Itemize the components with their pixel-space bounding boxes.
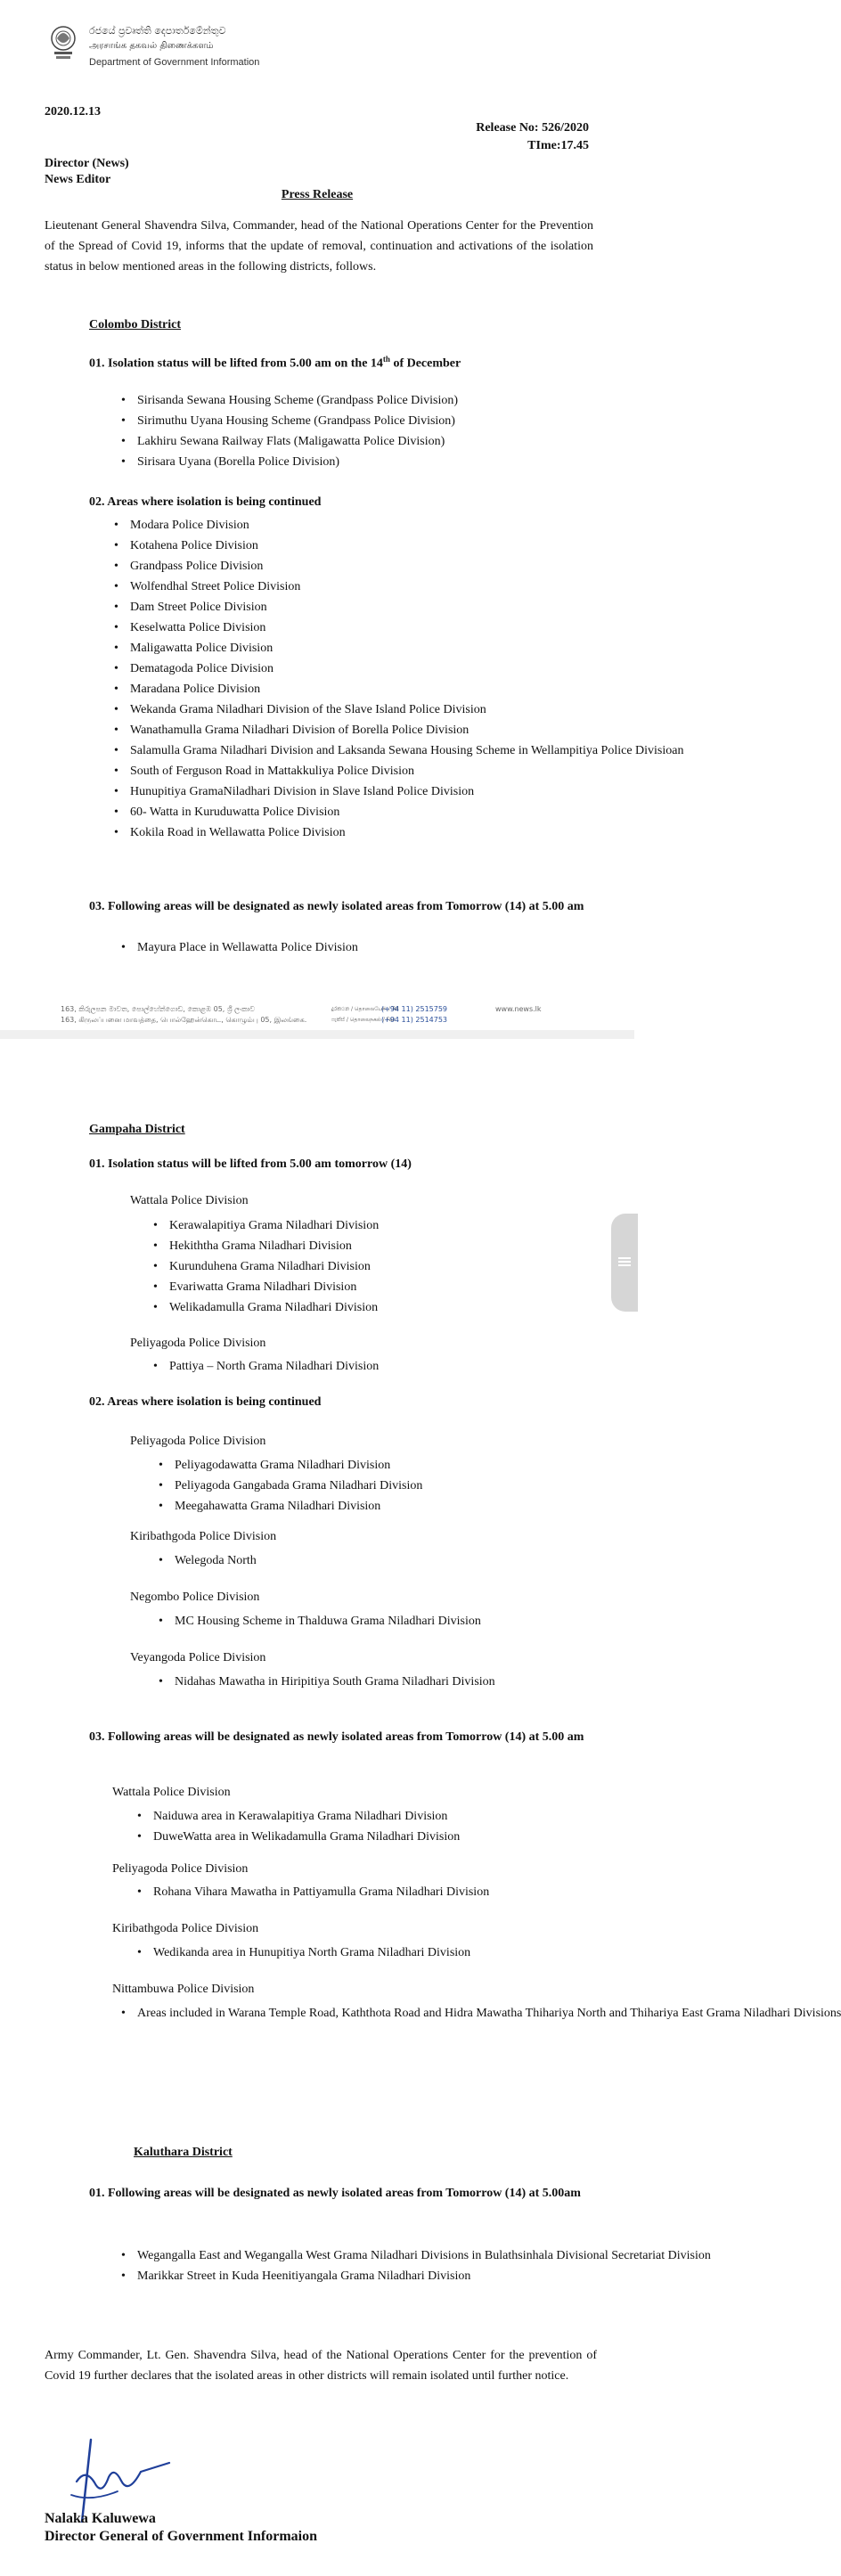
gampaha-s2-negombo-list xyxy=(175,1611,481,1631)
gampaha-s3-kiribathgoda-label: Kiribathgoda Police Division xyxy=(112,1922,259,1935)
footer-fax: (+94 11) 2514753 xyxy=(381,1016,448,1024)
gampaha-s3-wattala-list xyxy=(153,1806,460,1847)
list-item: • Areas included in Warana Temple Road, Kaththota Road and Hidra Mawatha Thihariya North and Thihariya East Grama Niladhari Divisions xyxy=(137,2003,597,2024)
page-separator xyxy=(0,1030,634,1039)
closing-paragraph: Army Commander, Lt. Gen. Shavendra Silva, head of the National Operations Center for the prevention of Covid 19 further declares that the isolated areas in other districts will remain isolated until further notice. xyxy=(45,2349,597,2383)
list-item: • Dam Street Police Division xyxy=(130,597,597,617)
kaluthara-new-isolated-list xyxy=(137,2245,711,2286)
gampaha-s3-peliyagoda-label: Peliyagoda Police Division xyxy=(112,1862,249,1876)
gampaha-s3-nittambuwa-label: Nittambuwa Police Division xyxy=(112,1983,255,1996)
dept-name-tamil: அரசாங்க தகவல் திணைக்களம் xyxy=(89,41,214,51)
colombo-district-heading: Colombo District xyxy=(89,318,182,331)
list-item: • Grandpass Police Division xyxy=(130,556,597,577)
list-item: • Modara Police Division xyxy=(130,515,597,536)
page-footer xyxy=(53,1002,599,1029)
press-release-title: Press Release xyxy=(281,188,354,201)
gampaha-s3-wattala-label: Wattala Police Division xyxy=(112,1786,231,1799)
colombo-section3-heading: 03. Following areas will be designated as newly isolated areas from Tomorrow (14) at 5.00 am xyxy=(89,900,584,913)
list-item: • Wolfendhal Street Police Division xyxy=(130,577,597,597)
list-item: • Salamulla Grama Niladhari Division and Laksanda Sewana Housing Scheme in Wellampitiya Police Divisioan xyxy=(130,740,597,761)
gampaha-s2-kiribathgoda-list xyxy=(175,1550,257,1571)
footer-address-sinhala: 163, කිරුලපන මාවත, පොල්හේන්ගොඩ, කොළඹ 05, ශ්‍රී ලංකාව xyxy=(61,1005,256,1013)
list-item: • Wedikanda area in Hunupitiya North Grama Niladhari Division xyxy=(153,1942,470,1963)
recipient-director: Director (News) xyxy=(45,157,129,170)
gampaha-s3-nittambuwa-list xyxy=(137,2003,841,2024)
list-item: • Kotahena Police Division xyxy=(130,536,597,556)
list-item: • South of Ferguson Road in Mattakkuliya Police Division xyxy=(130,761,597,781)
release-time: TIme:17.45 xyxy=(527,139,589,152)
kaluthara-district-heading: Kaluthara District xyxy=(134,2146,233,2159)
intro-paragraph: Lieutenant General Shavendra Silva, Commander, head of the National Operations Center for the Prevention of the Spread of Covid 19, informs that the update of removal, continuation and activations of the isolation status in below mentioned areas in the following districts, follows. xyxy=(45,219,593,274)
list-item: • Peliyagodawatta Grama Niladhari Division xyxy=(175,1455,422,1476)
list-item: • Sirimuthu Uyana Housing Scheme (Grandpass Police Division) xyxy=(137,411,458,431)
dept-name-sinhala: රජයේ ප්‍රවෘත්ති දෙපාර්තමේන්තුව xyxy=(89,25,226,37)
signatory-name: Nalaka Kaluwewa xyxy=(45,2511,156,2526)
gampaha-s3-peliyagoda-list xyxy=(153,1882,489,1902)
list-item: • Maligawatta Police Division xyxy=(130,638,597,658)
list-item: • Evariwatta Grama Niladhari Division xyxy=(169,1277,379,1297)
release-date: 2020.12.13 xyxy=(45,105,101,119)
colombo-section2-heading: 02. Areas where isolation is being continued xyxy=(89,495,322,509)
list-item: • Welikadamulla Grama Niladhari Division xyxy=(169,1297,379,1318)
list-item: • Meegahawatta Grama Niladhari Division xyxy=(175,1496,422,1517)
list-item: • Mayura Place in Wellawatta Police Division xyxy=(137,937,358,958)
footer-website: www.news.lk xyxy=(495,1005,542,1013)
gampaha-district-heading: Gampaha District xyxy=(89,1123,185,1136)
gampaha-wattala-list xyxy=(169,1215,379,1318)
colombo-new-isolated-list xyxy=(137,937,358,958)
gampaha-s2-peliyagoda-list xyxy=(175,1455,422,1517)
footer-tel-label: දුරකථන / தொலைபேசி / Tel xyxy=(331,1006,399,1012)
list-item: • Keselwatta Police Division xyxy=(130,617,597,638)
kaluthara-section1-heading: 01. Following areas will be designated as newly isolated areas from Tomorrow (14) at 5.00am xyxy=(89,2187,581,2200)
government-emblem xyxy=(50,23,77,64)
list-item: • Hekiththa Grama Niladhari Division xyxy=(169,1236,379,1256)
gampaha-section2-heading: 02. Areas where isolation is being continued xyxy=(89,1395,322,1409)
gampaha-s2-negombo-label: Negombo Police Division xyxy=(130,1591,260,1604)
list-item: • Kurunduhena Grama Niladhari Division xyxy=(169,1256,379,1277)
list-item: • DuweWatta area in Welikadamulla Grama Niladhari Division xyxy=(153,1827,460,1847)
list-item: • Peliyagoda Gangabada Grama Niladhari Division xyxy=(175,1476,422,1496)
list-item: • MC Housing Scheme in Thalduwa Grama Niladhari Division xyxy=(175,1611,481,1631)
list-item: • Sirisanda Sewana Housing Scheme (Grandpass Police Division) xyxy=(137,390,458,411)
list-item: • Kokila Road in Wellawatta Police Division xyxy=(130,822,597,843)
list-item: • Wekanda Grama Niladhari Division of the Slave Island Police Division xyxy=(130,699,597,720)
gampaha-s2-peliyagoda-label: Peliyagoda Police Division xyxy=(130,1435,266,1448)
dept-name-english: Department of Government Information xyxy=(89,57,260,68)
gampaha-s2-veyangoda-list xyxy=(175,1672,495,1692)
signatory-title: Director General of Government Informaion xyxy=(45,2529,318,2544)
side-scroll-handle[interactable] xyxy=(611,1214,638,1312)
colombo-section1-heading: 01. Isolation status will be lifted from 5.00 am on the 14th of December xyxy=(89,355,461,371)
list-item: • Nidahas Mawatha in Hiripitiya South Grama Niladhari Division xyxy=(175,1672,495,1692)
gampaha-section1-heading: 01. Isolation status will be lifted from 5.00 am tomorrow (14) xyxy=(89,1157,412,1171)
list-item: • Maradana Police Division xyxy=(130,679,597,699)
list-item: • Marikkar Street in Kuda Heenitiyangala Grama Niladhari Division xyxy=(137,2266,597,2286)
colombo-continued-list xyxy=(130,515,684,843)
list-item: • Lakhiru Sewana Railway Flats (Maligawatta Police Division) xyxy=(137,431,458,452)
list-item: • Naiduwa area in Kerawalapitiya Grama Niladhari Division xyxy=(153,1806,460,1827)
gampaha-peliyagoda-list xyxy=(169,1356,379,1377)
colombo-lifted-list xyxy=(137,390,458,472)
gampaha-s2-kiribathgoda-label: Kiribathgoda Police Division xyxy=(130,1530,277,1543)
list-item: • 60- Watta in Kuruduwatta Police Division xyxy=(130,802,597,822)
gampaha-section3-heading: 03. Following areas will be designated as newly isolated areas from Tomorrow (14) at 5.00 am xyxy=(89,1730,584,1744)
gampaha-wattala-label: Wattala Police Division xyxy=(130,1194,249,1207)
release-number: Release No: 526/2020 xyxy=(476,121,589,135)
recipient-editor: News Editor xyxy=(45,173,111,186)
list-item: • Sirisara Uyana (Borella Police Division) xyxy=(137,452,458,472)
footer-address-tamil: 163, கிருலப்பனை மாவத்தை, பொல்ஹேன்கொட, கொழும்பு 05, இலங்கை. xyxy=(61,1016,307,1024)
footer-tel: (+94 11) 2515759 xyxy=(381,1005,448,1013)
list-item: • Wanathamulla Grama Niladhari Division of Borella Police Division xyxy=(130,720,597,740)
gampaha-s2-veyangoda-label: Veyangoda Police Division xyxy=(130,1651,266,1664)
list-item: • Rohana Vihara Mawatha in Pattiyamulla Grama Niladhari Division xyxy=(153,1882,489,1902)
list-item: • Welegoda North xyxy=(175,1550,257,1571)
list-item: • Wegangalla East and Wegangalla West Grama Niladhari Divisions in Bulathsinhala Divisional Secretariat Division xyxy=(137,2245,597,2266)
gampaha-peliyagoda-label: Peliyagoda Police Division xyxy=(130,1337,266,1350)
list-item: • Pattiya – North Grama Niladhari Division xyxy=(169,1356,379,1377)
list-item: • Dematagoda Police Division xyxy=(130,658,597,679)
grip-lines-icon xyxy=(618,1255,631,1269)
footer-fax-label: ෆැක්ස් / தொலைநகல் / Fax xyxy=(331,1017,396,1023)
list-item: • Hunupitiya GramaNiladhari Division in Slave Island Police Division xyxy=(130,781,597,802)
list-item: • Kerawalapitiya Grama Niladhari Division xyxy=(169,1215,379,1236)
gampaha-s3-kiribathgoda-list xyxy=(153,1942,470,1963)
